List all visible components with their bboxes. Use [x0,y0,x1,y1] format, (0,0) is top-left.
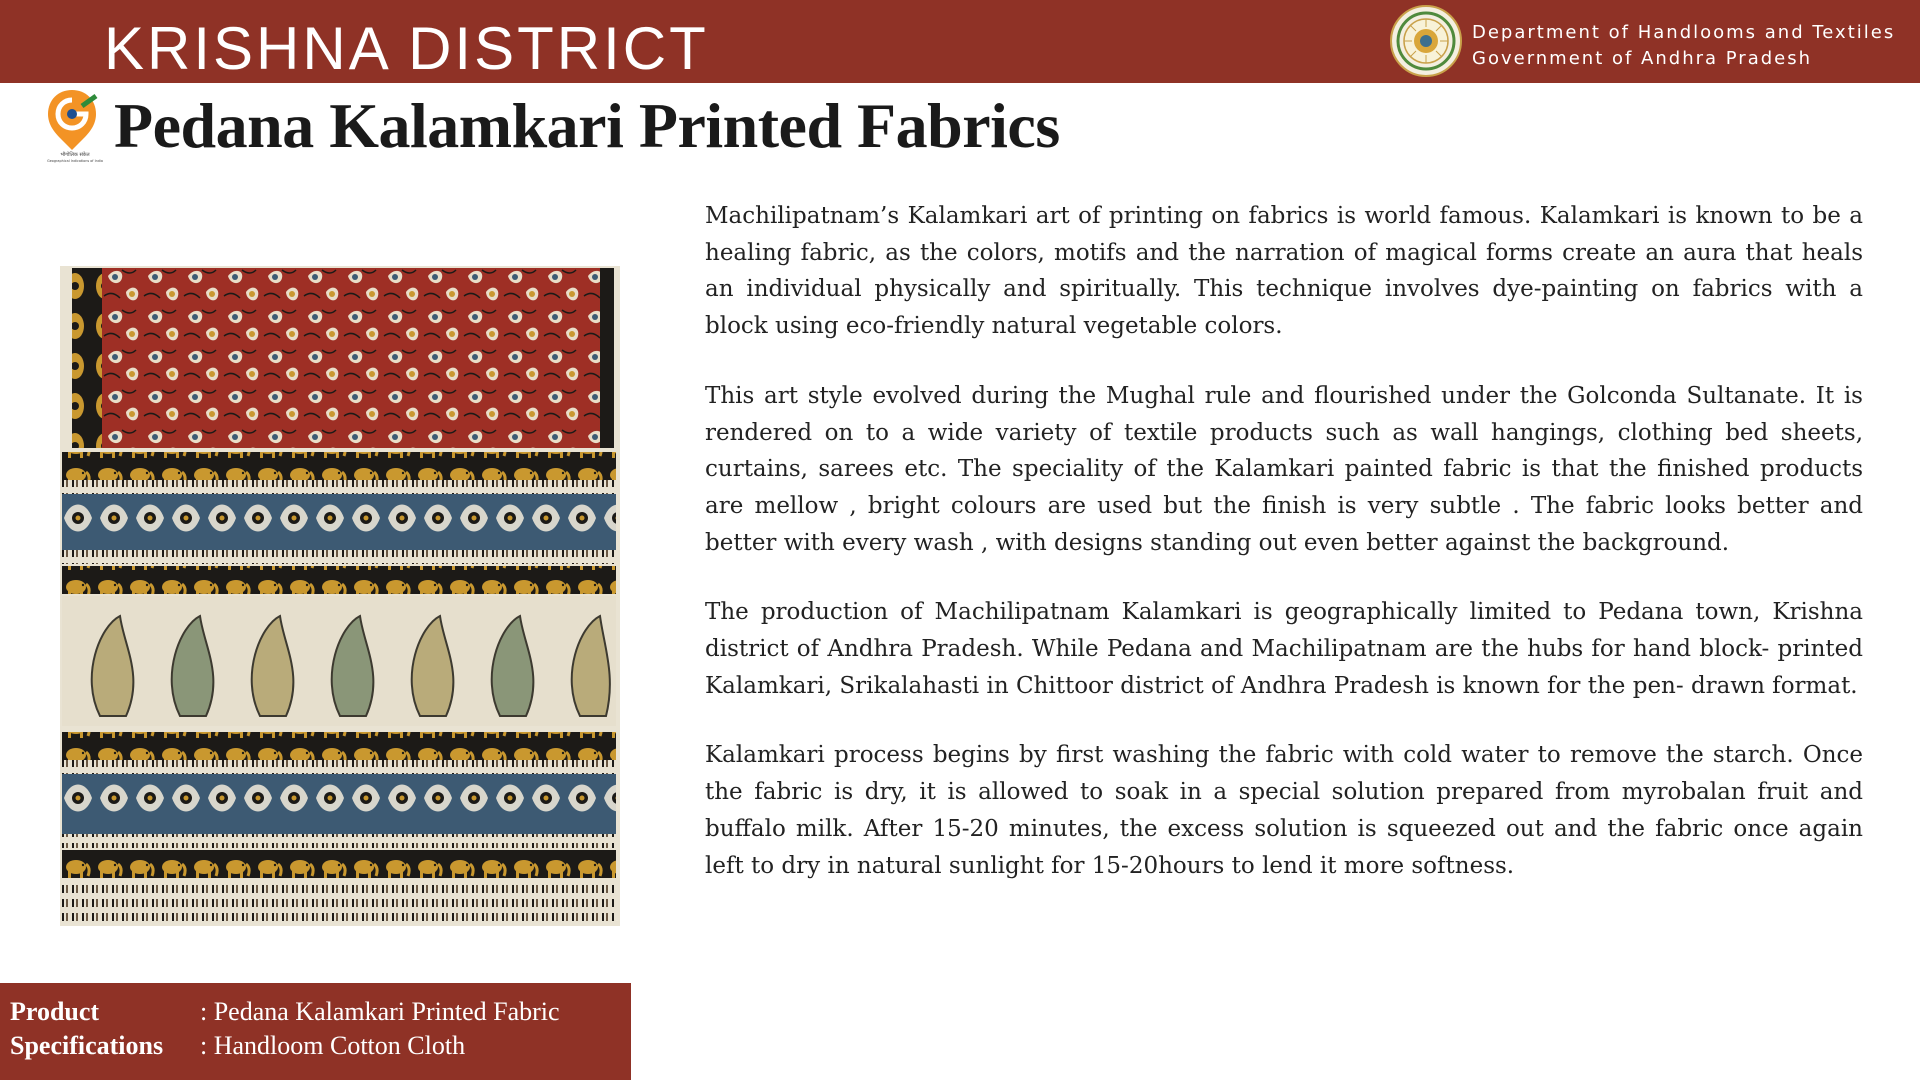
product-label: Product [10,997,100,1026]
paragraph-process: Kalamkari process begins by first washing the fabric with cold water to remove the starch. Once the fabric is dry, it is allowed to soak in a special solution prepared from myrobalan fruit and buffalo milk. After 15-20 minutes, the excess solution is squeezed out and the fabric once again left to dry in natural sunlight for 15-20hours to lend it more softness. [705,742,1863,879]
gi-caption-english: Geographical Indications of India [47,159,103,163]
kalamkari-fabric-image [60,266,620,926]
gi-caption-hindi: भौगोलिक संकेत [60,152,90,158]
specifications-row [10,1030,465,1062]
paragraph-geography: The production of Machilipatnam Kalamkari is geographically limited to Pedana town, Krishna district of Andhra Pradesh. While Pedana and Machilipatnam are the hubs for hand block- printed Kalamkari, Srikalahasti in Chittoor district of Andhra Pradesh is known for the pen- drawn format. [705,599,1863,699]
product-specs-box [0,983,631,1080]
page-title: Pedana Kalamkari Printed Fabrics [114,90,1060,161]
product-value: : Pedana Kalamkari Printed Fabric [200,997,560,1026]
header-bar [0,0,1920,83]
department-line: Department of Handlooms and Textiles [1472,22,1896,43]
andhra-pradesh-seal-icon [1390,5,1462,77]
district-title: KRISHNA DISTRICT [104,15,709,82]
department-text [1472,20,1912,72]
product-row [10,996,560,1028]
specifications-label: Specifications [10,1031,164,1060]
specifications-value: : Handloom Cotton Cloth [200,1031,466,1060]
government-line: Government of Andhra Pradesh [1472,48,1813,69]
geographical-indication-logo-icon [38,84,112,164]
paragraph-intro: Machilipatnam’s Kalamkari art of printing on fabrics is world famous. Kalamkari is known to be a healing fabric, as the colors, motifs and the narration of magical forms create an aura that heals an individual physically and spiritually. This technique involves dye-painting on fabrics with a block using eco-friendly natural vegetable colors. [705,203,1863,340]
paragraph-history: This art style evolved during the Mughal rule and flourished under the Golconda Sultanate. It is rendered on to a wide variety of textile products such as wall hangings, clothing bed sheets, curtains, sarees etc. The speciality of the Kalamkari painted fabric is that the finished products are mellow , bright colours are used but the finish is very subtle . The fabric looks better and better with every wash , with designs standing out even better against the background. [705,382,1863,556]
description-text [705,198,1863,917]
